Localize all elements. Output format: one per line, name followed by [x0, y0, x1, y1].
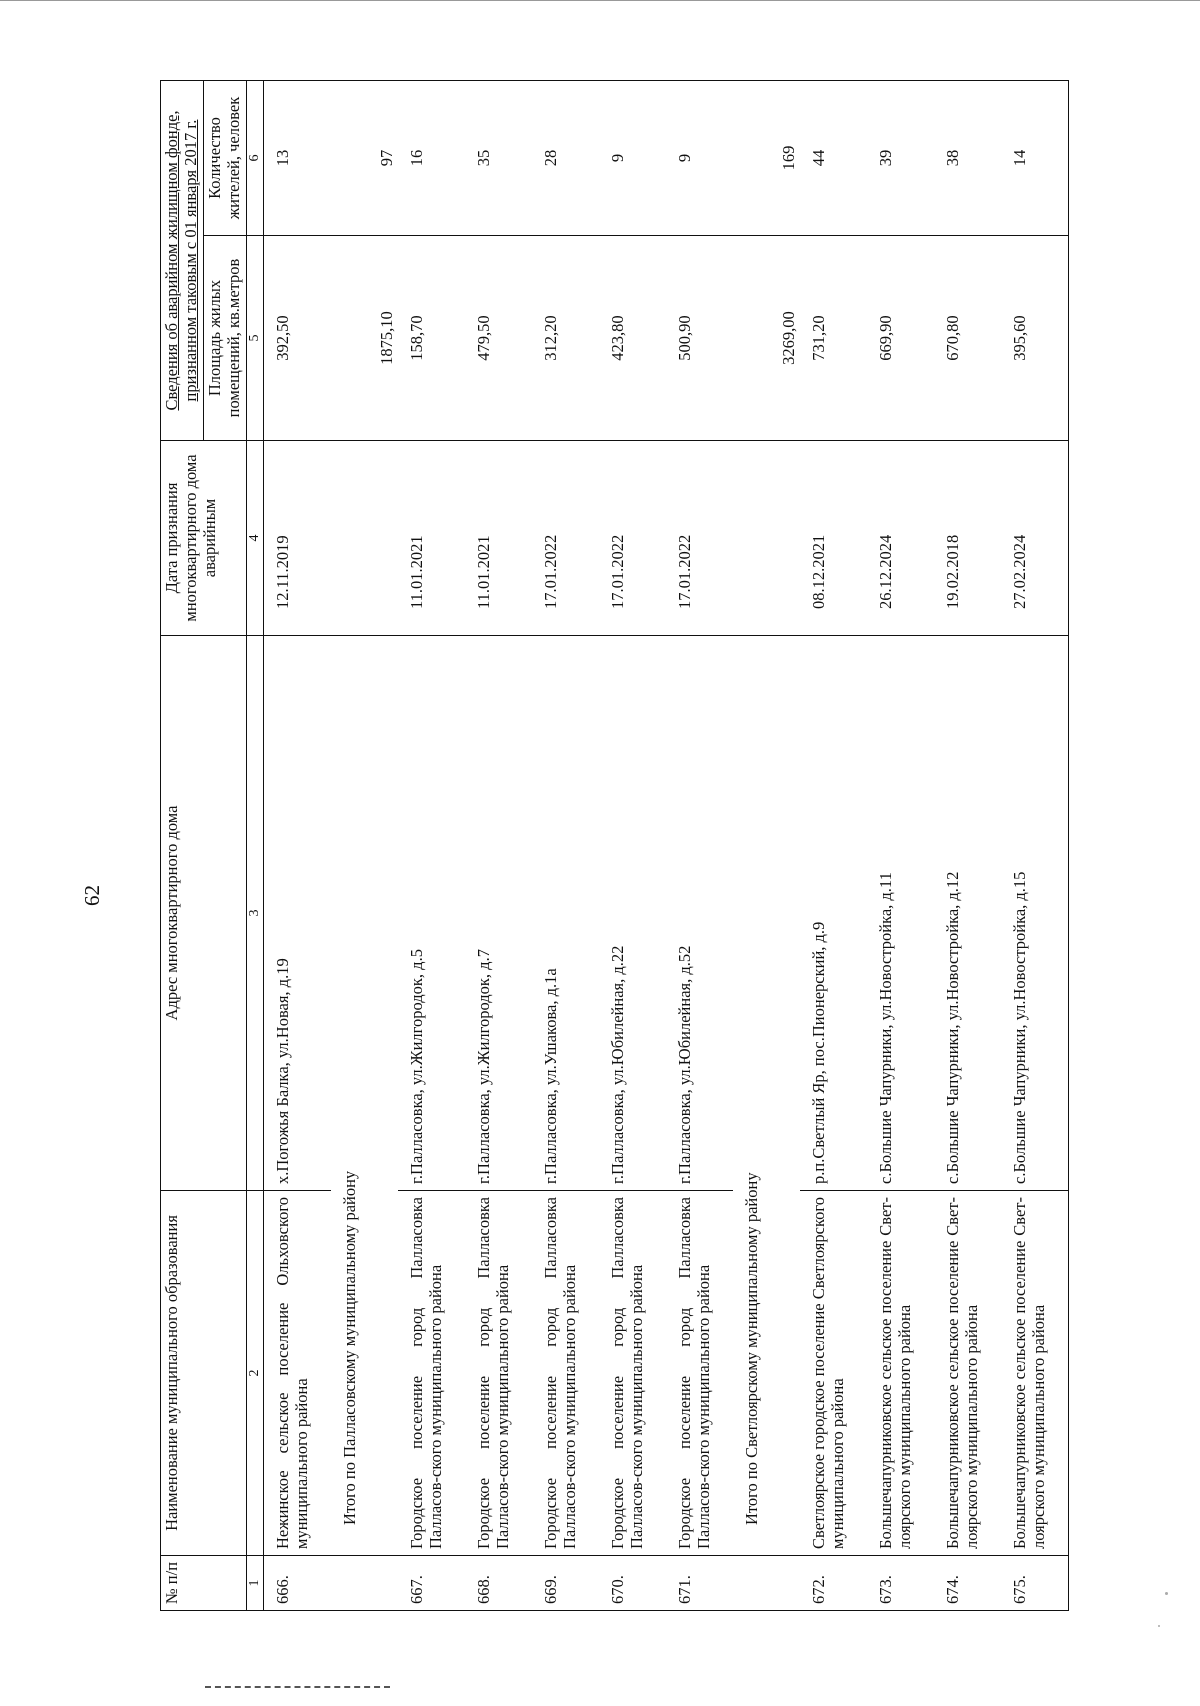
recognition-date: 17.01.2022	[666, 441, 733, 636]
living-area: 731,20	[800, 236, 867, 441]
row-number: 670.	[599, 1556, 666, 1611]
living-area: 670,80	[934, 236, 1001, 441]
total-area: 1875,10	[331, 236, 398, 441]
row-number: 671.	[666, 1556, 733, 1611]
residents-count: 44	[800, 80, 867, 235]
recognition-date: 26.12.2024	[867, 441, 934, 636]
row-number: 668.	[465, 1556, 532, 1611]
municipality-name: Нежинское сельское поселение Ольховского муниципального района	[263, 1191, 331, 1556]
residents-count: 35	[465, 80, 532, 235]
total-residents: 97	[331, 80, 398, 235]
recognition-date: 12.11.2019	[263, 441, 331, 636]
recognition-date: 27.02.2024	[1001, 441, 1069, 636]
municipality-name: Городское поселение город Палласовка Палласов-ского муниципального района	[666, 1191, 733, 1556]
residents-count: 39	[867, 80, 934, 235]
recognition-date: 17.01.2022	[599, 441, 666, 636]
municipality-name: Большечапурниковское сельское поселение Свет-лоярского муниципального района	[867, 1191, 934, 1556]
header-people: Количество жителей, человек	[203, 80, 246, 235]
table-row	[465, 80, 532, 1610]
table-row	[867, 80, 934, 1610]
recognition-date: 08.12.2021	[800, 441, 867, 636]
header-area: Площадь жилых помещений, кв.метров	[203, 236, 246, 441]
page-number: 62	[80, 885, 104, 906]
residents-count: 28	[532, 80, 599, 235]
total-row	[331, 80, 398, 1610]
house-address: с.Большие Чапурники, ул.Новостройка, д.15	[1001, 636, 1069, 1191]
municipality-name: Городское поселение город Палласовка Палласов-ского муниципального района	[398, 1191, 465, 1556]
column-index: 4	[246, 441, 263, 636]
row-number	[733, 1556, 800, 1611]
header-emergency-info: Сведения об аварийном жилищном фонде, признанном таковым с 01 января 2017 г.	[161, 80, 204, 440]
table-row	[599, 80, 666, 1610]
house-address: с.Большие Чапурники, ул.Новостройка, д.12	[934, 636, 1001, 1191]
row-number: 669.	[532, 1556, 599, 1611]
column-index: 5	[246, 236, 263, 441]
row-number: 672.	[800, 1556, 867, 1611]
residents-count: 13	[263, 80, 331, 235]
residents-count: 38	[934, 80, 1001, 235]
recognition-date: 17.01.2022	[532, 441, 599, 636]
municipality-name: Большечапурниковское сельское поселение Свет-лоярского муниципального района	[1001, 1191, 1069, 1556]
recognition-date: 11.01.2021	[465, 441, 532, 636]
residents-count: 9	[599, 80, 666, 235]
table-row	[800, 80, 867, 1610]
recognition-date	[733, 441, 800, 636]
house-address: р.п.Светлый Яр, пос.Пионерский, д.9	[800, 636, 867, 1191]
table-row	[1001, 80, 1069, 1610]
recognition-date: 11.01.2021	[398, 441, 465, 636]
header-date: Дата признания многоквартирного дома аварийным	[161, 441, 247, 636]
house-address: г.Палласовка, ул.Жилгородок, д.5	[398, 636, 465, 1191]
living-area: 423,80	[599, 236, 666, 441]
recognition-date	[331, 441, 398, 636]
house-address: г.Палласовка, ул.Ушакова, д.1а	[532, 636, 599, 1191]
header-address: Адрес многоквартирного дома	[161, 636, 247, 1191]
municipality-name: Городское поселение город Палласовка Палласов-ского муниципального района	[532, 1191, 599, 1556]
total-area: 3269,00	[733, 236, 800, 441]
row-number: 675.	[1001, 1556, 1069, 1611]
column-index: 3	[246, 636, 263, 1191]
total-row	[733, 80, 800, 1610]
table-row	[532, 80, 599, 1610]
living-area: 395,60	[1001, 236, 1069, 441]
emergency-housing-table	[160, 80, 1069, 1611]
total-label: Итого по Палласовскому муниципальному району	[331, 636, 398, 1556]
residents-count: 14	[1001, 80, 1069, 235]
house-address: г.Палласовка, ул.Юбилейная, д.22	[599, 636, 666, 1191]
table-row	[934, 80, 1001, 1610]
table-row	[398, 80, 465, 1610]
total-residents: 169	[733, 80, 800, 235]
row-number: 667.	[398, 1556, 465, 1611]
municipality-name: Большечапурниковское сельское поселение Свет-лоярского муниципального района	[934, 1191, 1001, 1556]
residents-count: 16	[398, 80, 465, 235]
row-number: 673.	[867, 1556, 934, 1611]
municipality-name: Городское поселение город Палласовка Палласов-ского муниципального района	[599, 1191, 666, 1556]
column-index: 6	[246, 80, 263, 235]
table-row	[263, 80, 331, 1610]
living-area: 158,70	[398, 236, 465, 441]
living-area: 500,90	[666, 236, 733, 441]
municipality-name: Городское поселение город Палласовка Палласов-ского муниципального района	[465, 1191, 532, 1556]
living-area: 479,50	[465, 236, 532, 441]
house-address: с.Большие Чапурники, ул.Новостройка, д.11	[867, 636, 934, 1191]
row-number: 674.	[934, 1556, 1001, 1611]
header-municipality: Наименование муниципального образования	[161, 1191, 247, 1556]
house-address: х.Погожья Балка, ул.Новая, д.19	[263, 636, 331, 1191]
total-label: Итого по Светлоярскому муниципальному району	[733, 636, 800, 1556]
house-address: г.Палласовка, ул.Жилгородок, д.7	[465, 636, 532, 1191]
table-row	[666, 80, 733, 1610]
row-number: 666.	[263, 1556, 331, 1611]
living-area: 312,20	[532, 236, 599, 441]
residents-count: 9	[666, 80, 733, 235]
column-index: 2	[246, 1191, 263, 1556]
house-address: г.Палласовка, ул.Юбилейная, д.52	[666, 636, 733, 1191]
living-area: 392,50	[263, 236, 331, 441]
recognition-date: 19.02.2018	[934, 441, 1001, 636]
header-number: № п/п	[161, 1556, 247, 1611]
living-area: 669,90	[867, 236, 934, 441]
municipality-name: Светлоярское городское поселение Светлоярского муниципального района	[800, 1191, 867, 1556]
column-index: 1	[246, 1556, 263, 1611]
row-number	[331, 1556, 398, 1611]
